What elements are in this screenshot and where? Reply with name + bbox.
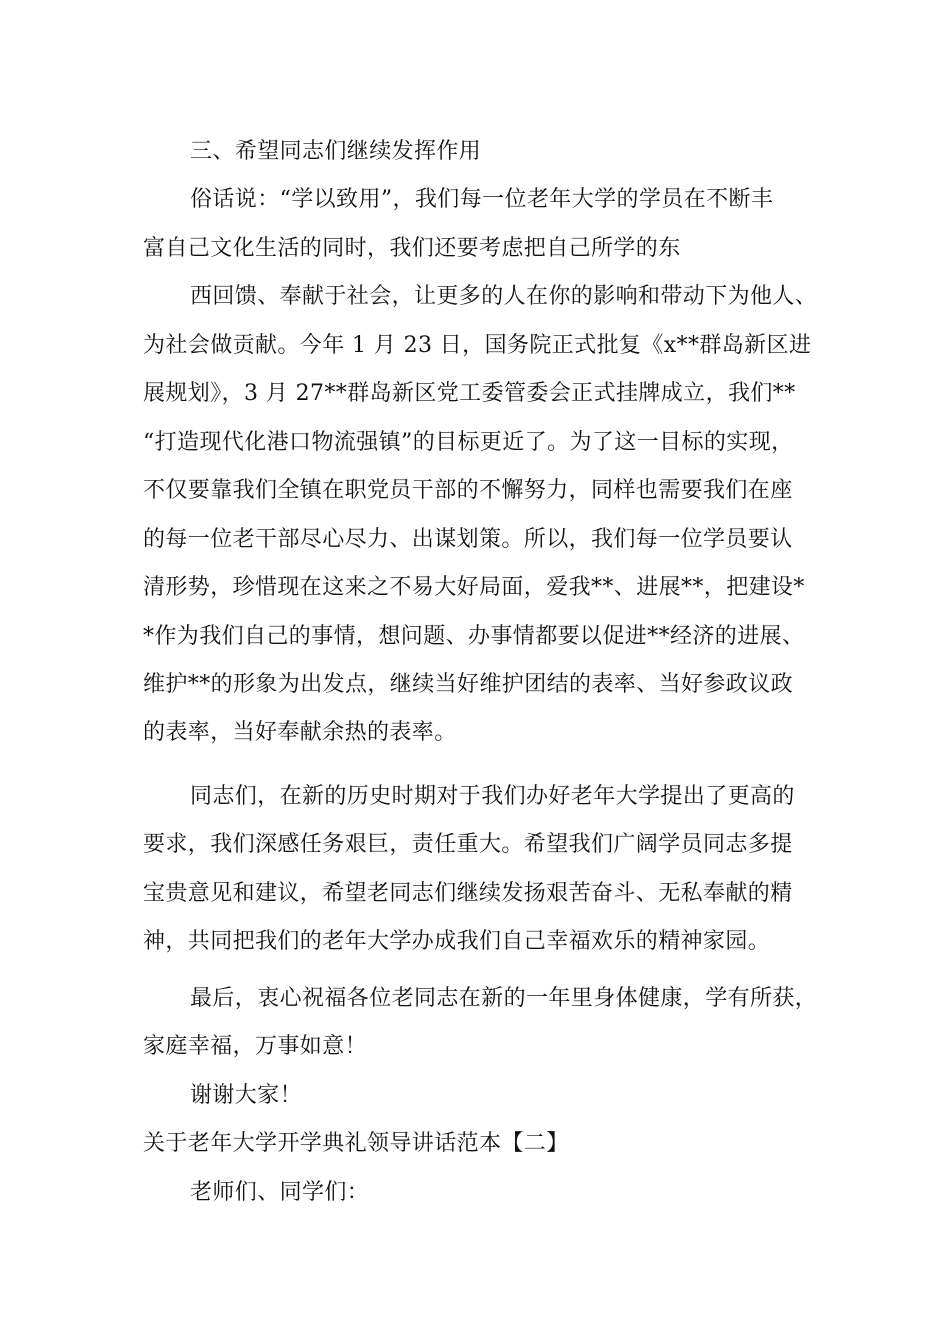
text-line: 要求，我们深感任务艰巨，责任重大。希望我们广阔学员同志多提 <box>143 832 793 857</box>
text-line: 宝贵意见和建议，希望老同志们继续发扬艰苦奋斗、无私奉献的精 <box>143 881 793 906</box>
salutation: 老师们、同学们： <box>190 1180 370 1205</box>
text-line: 维护**的形象为出发点，继续当好维护团结的表率、当好参政议政 <box>143 672 794 697</box>
text-line: 西回馈、奉献于社会，让更多的人在你的影响和带动下为他人、 <box>190 284 818 309</box>
text-line: 清形势，珍惜现在这来之不易大好局面，爱我**、进展**，把建设* <box>143 575 805 600</box>
text-line: 谢谢大家！ <box>190 1083 303 1108</box>
text-line: *作为我们自己的事情，想问题、办事情都要以促进**经济的进展、 <box>143 624 805 649</box>
text-line: 的表率，当好奉献余热的表率。 <box>143 720 457 745</box>
text-line: 家庭幸福，万事如意！ <box>143 1034 368 1059</box>
text-line: 的每一位老干部尽心尽力、出谋划策。所以，我们每一位学员要认 <box>143 527 793 552</box>
text-line: “打造现代化港口物流强镇”的目标更近了。为了这一目标的实现， <box>143 430 794 455</box>
text-line: 展规划》，3 月 27**群岛新区党工委管委会正式挂牌成立，我们** <box>143 381 796 406</box>
text-line: 富自己文化生活的同时，我们还要考虑把自己所学的东 <box>143 236 681 261</box>
next-section-title: 关于老年大学开学典礼领导讲话范本【二】 <box>143 1131 569 1156</box>
text-line: 俗话说：“学以致用”，我们每一位老年大学的学员在不断丰 <box>190 187 774 212</box>
text-line: 同志们，在新的历史时期对于我们办好老年大学提出了更高的 <box>190 784 795 809</box>
text-line: 神，共同把我们的老年大学办成我们自己幸福欢乐的精神家园。 <box>143 929 771 954</box>
text-line: 最后，衷心祝福各位老同志在新的一年里身体健康，学有所获， <box>190 986 818 1011</box>
text-line: 不仅要靠我们全镇在职党员干部的不懈努力，同样也需要我们在座 <box>143 478 793 503</box>
section-heading: 三、希望同志们继续发挥作用 <box>190 139 482 164</box>
text-line: 为社会做贡献。今年 1 月 23 日，国务院正式批复《x**群岛新区进 <box>143 333 812 358</box>
